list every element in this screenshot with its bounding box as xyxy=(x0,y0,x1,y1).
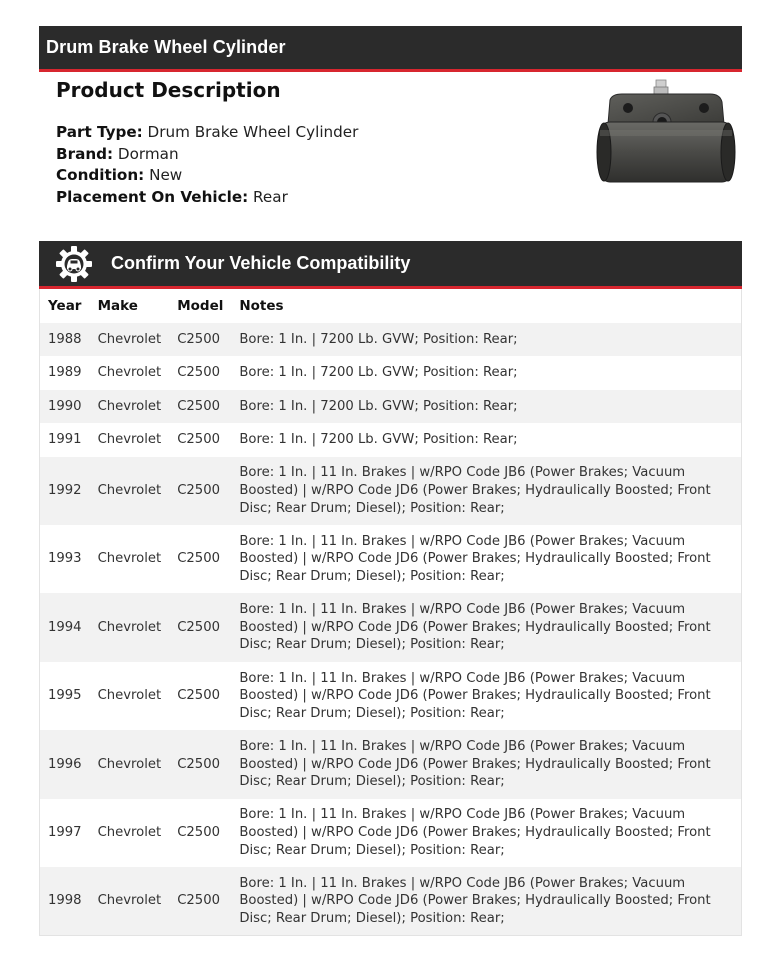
table-row xyxy=(40,356,741,389)
cell-model: C2500 xyxy=(177,398,220,414)
compatibility-title: Confirm Your Vehicle Compatibility xyxy=(111,253,411,273)
cell-make: Chevrolet xyxy=(97,432,162,448)
column-header-model: Model xyxy=(177,298,224,314)
table-row xyxy=(40,323,741,356)
cell-make: Chevrolet xyxy=(97,619,162,635)
compatibility-table xyxy=(39,289,742,936)
spec-value: New xyxy=(149,166,183,184)
spec-value: Rear xyxy=(253,187,288,206)
column-header-notes: Notes xyxy=(239,298,284,314)
cell-model: C2500 xyxy=(177,824,220,840)
table-row xyxy=(40,593,741,661)
cell-notes: Bore: 1 In. | 7200 Lb. GVW; Position: Rear; xyxy=(239,365,518,381)
cell-make: Chevrolet xyxy=(97,365,162,381)
cell-make: Chevrolet xyxy=(97,756,162,772)
cell-year: 1991 xyxy=(48,432,82,448)
cell-make: Chevrolet xyxy=(97,824,162,840)
cell-notes: Bore: 1 In. | 11 In. Brakes | w/RPO Code JB6 (Power Brakes; Vacuum Boosted) | w/RPO Code JD6 (Power Brakes; Hydraulically Boosted; Front Disc; Rear Drum; Diesel); Position: Rear; xyxy=(239,807,711,858)
cell-year: 1998 xyxy=(48,893,82,909)
cell-make: Chevrolet xyxy=(97,482,162,498)
spec-placement xyxy=(56,187,358,209)
cell-model: C2500 xyxy=(177,756,220,772)
table-row xyxy=(40,390,741,423)
cell-year: 1997 xyxy=(48,824,82,840)
cell-make: Chevrolet xyxy=(97,398,162,414)
gear-car-icon xyxy=(55,245,93,283)
table-row xyxy=(40,423,741,456)
cell-year: 1996 xyxy=(48,756,82,772)
cell-model: C2500 xyxy=(177,619,220,635)
table-row xyxy=(40,867,741,935)
cell-model: C2500 xyxy=(177,331,220,347)
cell-year: 1990 xyxy=(48,398,82,414)
cell-year: 1988 xyxy=(48,331,82,347)
spec-value: Drum Brake Wheel Cylinder xyxy=(147,123,359,141)
cell-model: C2500 xyxy=(177,432,220,448)
cell-model: C2500 xyxy=(177,893,220,909)
table-row xyxy=(40,730,741,798)
product-description-heading: Product Description xyxy=(56,78,281,102)
spec-value: Dorman xyxy=(117,144,179,163)
page-title: Drum Brake Wheel Cylinder xyxy=(46,37,286,57)
compatibility-bar xyxy=(39,241,742,289)
table-header-row xyxy=(40,289,741,323)
cell-year: 1994 xyxy=(48,619,82,635)
spec-brand xyxy=(56,144,358,166)
spec-label: Placement On Vehicle: xyxy=(56,187,249,206)
cell-make: Chevrolet xyxy=(97,331,162,347)
cell-year: 1995 xyxy=(48,688,82,704)
spec-label: Condition: xyxy=(56,166,145,184)
cell-year: 1993 xyxy=(48,551,82,567)
column-header-year: Year xyxy=(48,298,82,314)
cell-model: C2500 xyxy=(177,688,220,704)
spec-list xyxy=(56,122,358,208)
spec-part-type xyxy=(56,122,358,144)
cell-make: Chevrolet xyxy=(97,893,162,909)
cell-notes: Bore: 1 In. | 11 In. Brakes | w/RPO Code JB6 (Power Brakes; Vacuum Boosted) | w/RPO Code JD6 (Power Brakes; Hydraulically Boosted; Front Disc; Rear Drum; Diesel); Position: Rear; xyxy=(239,670,711,721)
spec-label: Brand: xyxy=(56,144,114,163)
cell-model: C2500 xyxy=(177,482,220,498)
cell-model: C2500 xyxy=(177,551,220,567)
column-header-make: Make xyxy=(97,298,138,314)
cell-year: 1992 xyxy=(48,482,82,498)
wheel-cylinder-image xyxy=(592,78,740,190)
cell-notes: Bore: 1 In. | 11 In. Brakes | w/RPO Code JB6 (Power Brakes; Vacuum Boosted) | w/RPO Code JD6 (Power Brakes; Hydraulically Boosted; Front Disc; Rear Drum; Diesel); Position: Rear; xyxy=(239,738,711,790)
table-row xyxy=(40,799,741,867)
cell-notes: Bore: 1 In. | 11 In. Brakes | w/RPO Code JB6 (Power Brakes; Vacuum Boosted) | w/RPO Code JD6 (Power Brakes; Hydraulically Boosted; Front Disc; Rear Drum; Diesel); Position: Rear; xyxy=(239,602,711,653)
cell-notes: Bore: 1 In. | 11 In. Brakes | w/RPO Code JB6 (Power Brakes; Vacuum Boosted) | w/RPO Code JD6 (Power Brakes; Hydraulically Boosted; Front Disc; Rear Drum; Diesel); Position: Rear; xyxy=(239,875,711,926)
cell-model: C2500 xyxy=(177,365,220,381)
spec-condition xyxy=(56,165,358,187)
cell-year: 1989 xyxy=(48,365,82,381)
cell-make: Chevrolet xyxy=(97,551,162,567)
table-row xyxy=(40,662,741,730)
table-row xyxy=(40,457,741,525)
cell-notes: Bore: 1 In. | 7200 Lb. GVW; Position: Rear; xyxy=(239,398,518,414)
spec-label: Part Type: xyxy=(56,123,143,141)
cell-notes: Bore: 1 In. | 11 In. Brakes | w/RPO Code JB6 (Power Brakes; Vacuum Boosted) | w/RPO Code JD6 (Power Brakes; Hydraulically Boosted; Front Disc; Rear Drum; Diesel); Position: Rear; xyxy=(239,533,711,584)
cell-notes: Bore: 1 In. | 7200 Lb. GVW; Position: Rear; xyxy=(239,331,518,347)
cell-make: Chevrolet xyxy=(97,688,162,704)
table-row xyxy=(40,525,741,593)
cell-notes: Bore: 1 In. | 11 In. Brakes | w/RPO Code JB6 (Power Brakes; Vacuum Boosted) | w/RPO Code JD6 (Power Brakes; Hydraulically Boosted; Front Disc; Rear Drum; Diesel); Position: Rear; xyxy=(239,465,711,516)
title-bar xyxy=(39,26,742,72)
cell-notes: Bore: 1 In. | 7200 Lb. GVW; Position: Rear; xyxy=(239,432,518,448)
